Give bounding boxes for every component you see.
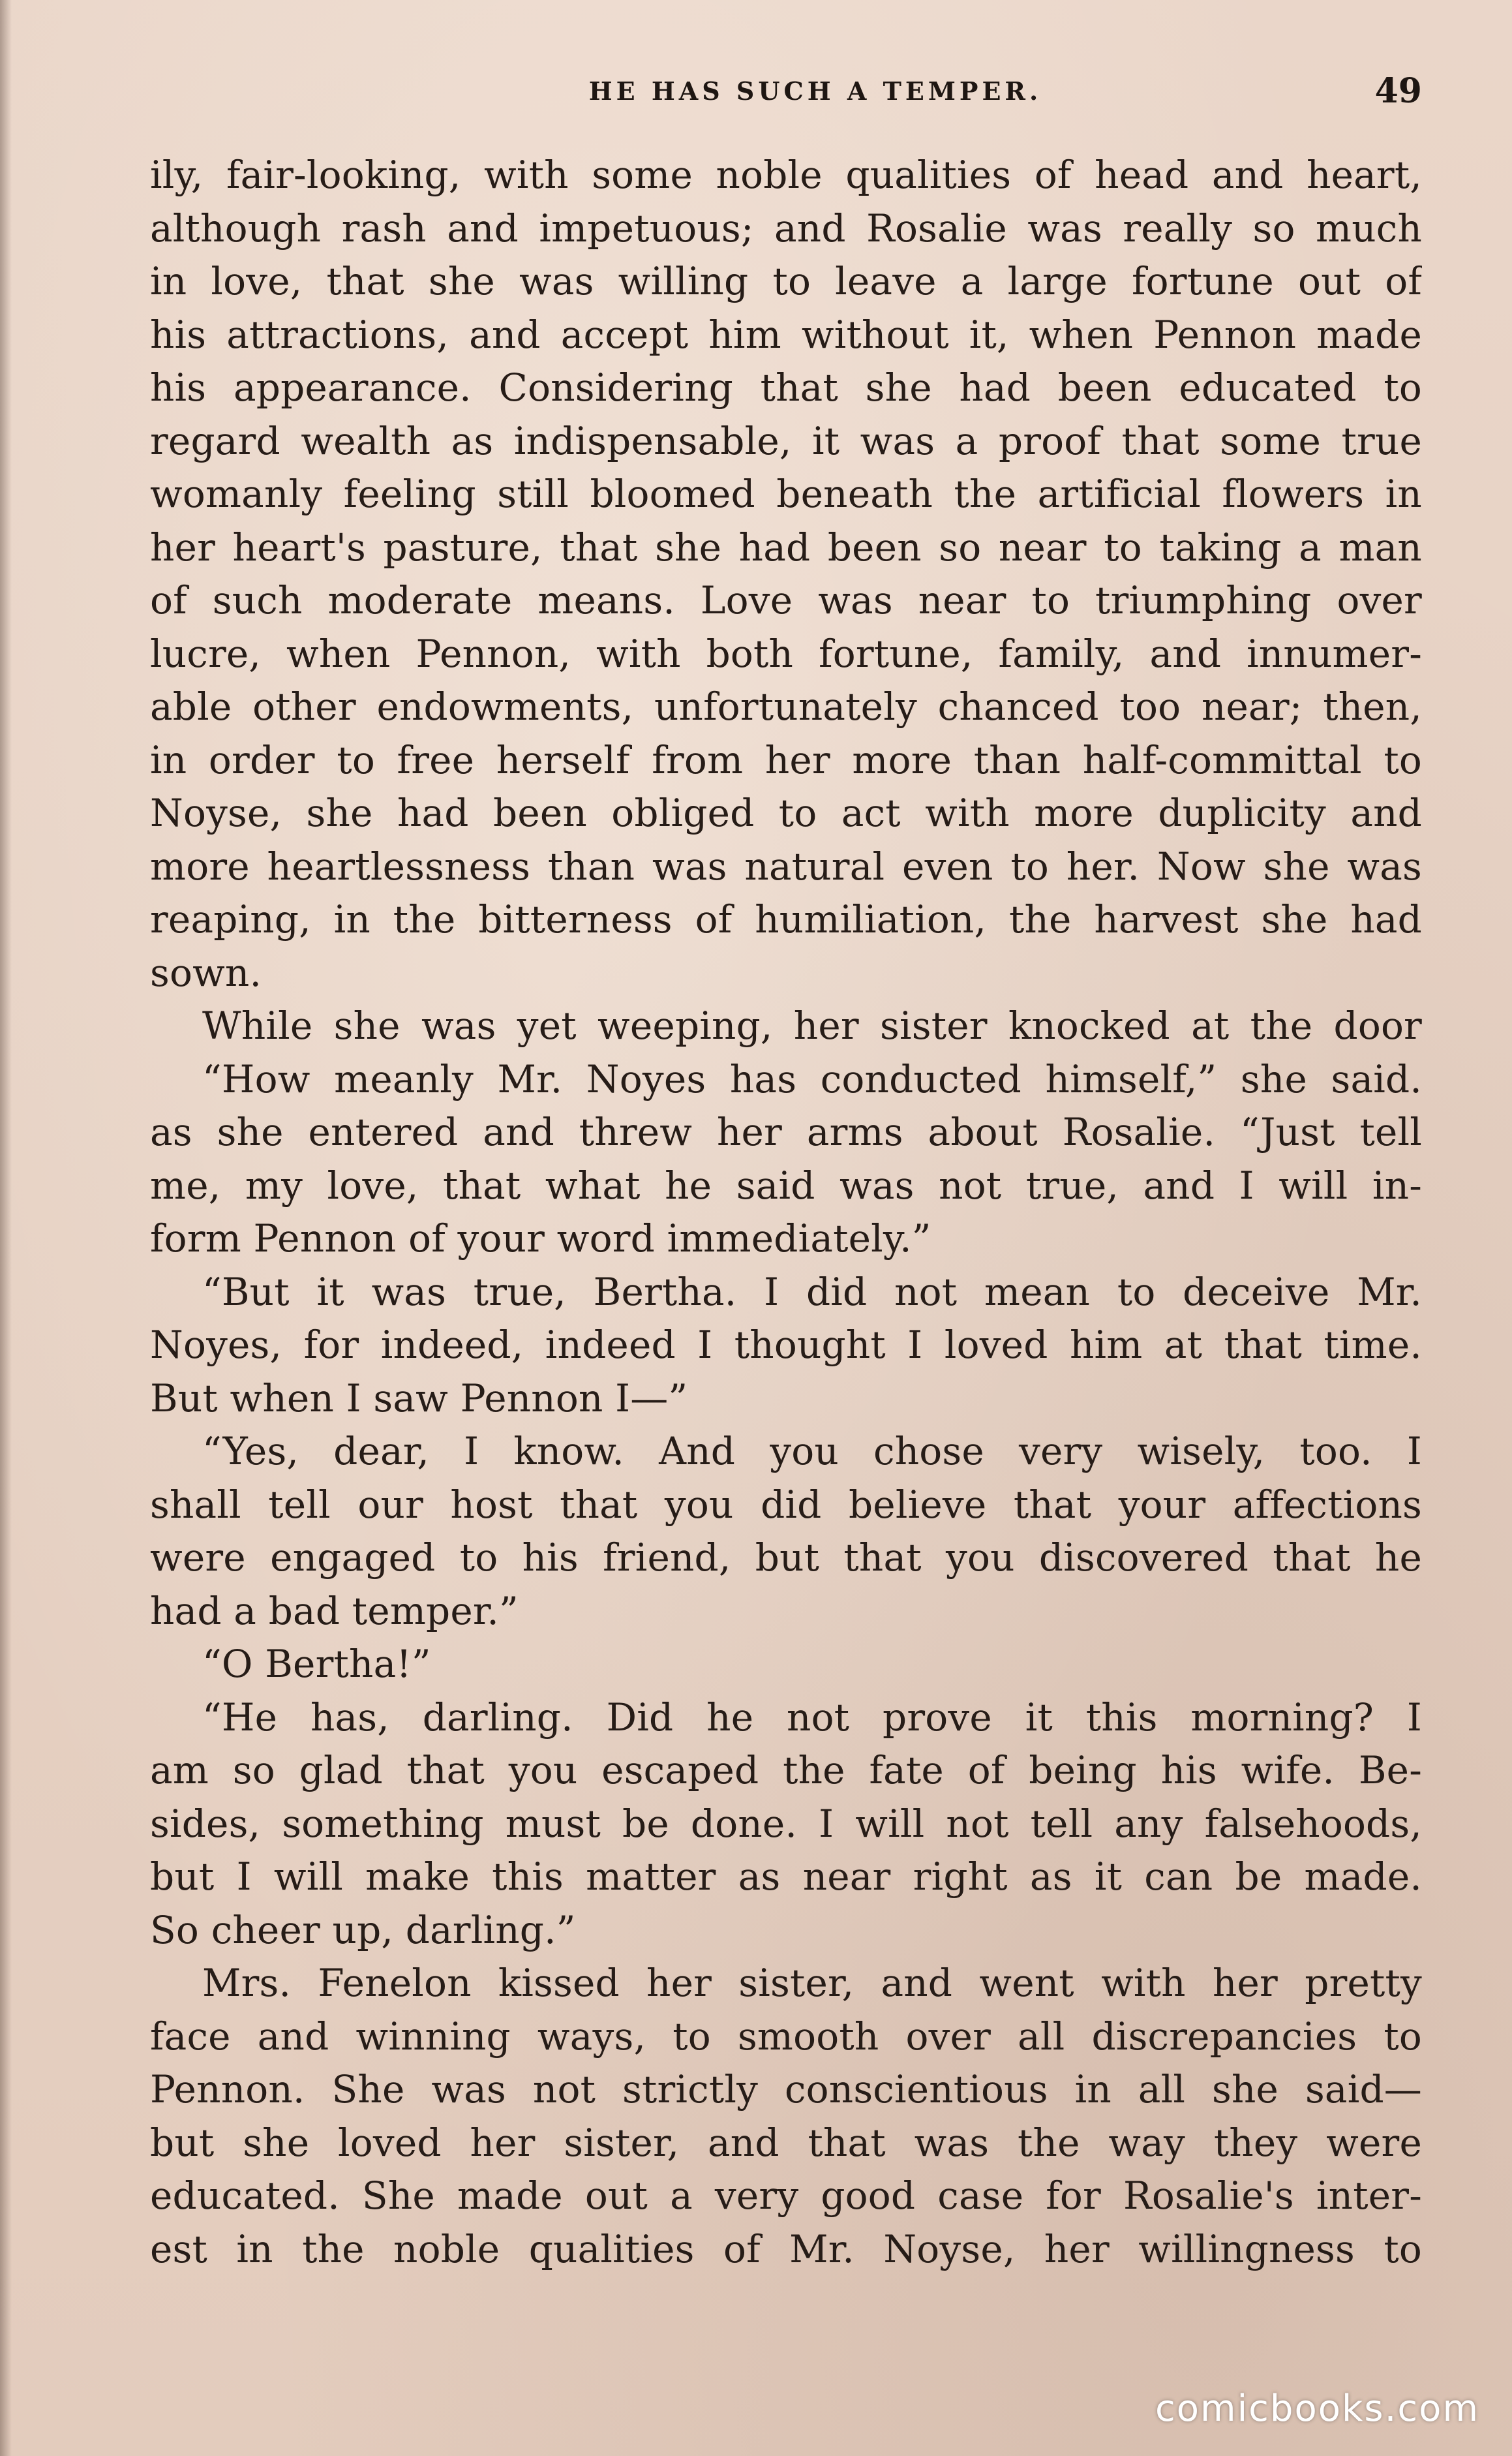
text-line: womanly feeling still bloomed beneath the artificial flowers in bbox=[150, 472, 1422, 516]
body-text bbox=[150, 149, 1422, 2276]
text-line: in love, that she was willing to leave a large fortune out of bbox=[150, 259, 1422, 303]
page-edge-shadow bbox=[0, 0, 12, 2456]
text-line: but she loved her sister, and that was the way they were bbox=[150, 2120, 1422, 2165]
text-line: “But it was true, Bertha. I did not mean to deceive Mr. bbox=[202, 1269, 1422, 1314]
text-line: more heartlessness than was natural even to her. Now she was bbox=[150, 844, 1422, 889]
text-line: Mrs. Fenelon kissed her sister, and went with her pretty bbox=[202, 1961, 1422, 2005]
running-title: HE HAS SUCH A TEMPER. bbox=[588, 76, 1042, 106]
text-line: Noyse, she had been obliged to act with more duplicity and bbox=[150, 791, 1422, 835]
text-line: face and winning ways, to smooth over all discrepancies to bbox=[150, 2014, 1422, 2059]
text-line: in order to free herself from her more than half-committal to bbox=[150, 737, 1422, 782]
text-line: “Yes, dear, I know. And you chose very wisely, too. I bbox=[202, 1429, 1422, 1473]
text-line: But when I saw Pennon I—” bbox=[150, 1375, 688, 1420]
text-line: “He has, darling. Did he not prove it this morning? I bbox=[202, 1695, 1422, 1740]
text-line: his appearance. Considering that she had been educated to bbox=[150, 365, 1422, 410]
page-number: 49 bbox=[1374, 71, 1422, 111]
text-line: had a bad temper.” bbox=[150, 1588, 519, 1633]
text-line: me, my love, that what he said was not true, and I will in- bbox=[150, 1163, 1422, 1208]
text-line: “How meanly Mr. Noyes has conducted himself,” she said. bbox=[202, 1056, 1422, 1101]
text-line: sown. bbox=[150, 950, 262, 995]
running-header bbox=[157, 65, 1422, 117]
text-line: shall tell our host that you did believe that your affections bbox=[150, 1482, 1422, 1527]
text-line: While she was yet weeping, her sister knocked at the door bbox=[202, 1004, 1422, 1048]
text-line: am so glad that you escaped the fate of being his wife. Be- bbox=[150, 1748, 1422, 1792]
text-line: although rash and impetuous; and Rosalie was really so much bbox=[150, 206, 1422, 251]
text-line: lucre, when Pennon, with both fortune, family, and innumer- bbox=[150, 631, 1422, 676]
text-line: est in the noble qualities of Mr. Noyse, her willingness to bbox=[150, 2226, 1422, 2271]
text-line: sides, something must be done. I will not tell any falsehoods, bbox=[150, 1801, 1422, 1846]
text-line: So cheer up, darling.” bbox=[150, 1907, 576, 1952]
text-line: of such moderate means. Love was near to triumphing over bbox=[150, 578, 1422, 622]
text-line: regard wealth as indispensable, it was a proof that some true bbox=[150, 418, 1422, 463]
text-line: his attractions, and accept him without it, when Pennon made bbox=[150, 312, 1422, 357]
text-line: educated. She made out a very good case for Rosalie's inter- bbox=[150, 2173, 1422, 2218]
text-line: able other endowments, unfortunately chanced too near; then, bbox=[150, 684, 1422, 729]
text-line: form Pennon of your word immediately.” bbox=[150, 1216, 931, 1261]
text-line: reaping, in the bitterness of humiliation, the harvest she had bbox=[150, 897, 1422, 942]
text-line: Noyes, for indeed, indeed I thought I loved him at that time. bbox=[150, 1323, 1422, 1367]
text-line: ily, fair-looking, with some noble qualities of head and heart, bbox=[150, 153, 1422, 197]
text-line: were engaged to his friend, but that you discovered that he bbox=[150, 1535, 1422, 1580]
text-line: Pennon. She was not strictly conscientious in all she said— bbox=[150, 2067, 1422, 2111]
text-line: her heart's pasture, that she had been so near to taking a man bbox=[150, 525, 1422, 570]
text-line: as she entered and threw her arms about Rosalie. “Just tell bbox=[150, 1110, 1422, 1154]
watermark: comicbooks.com bbox=[1155, 2387, 1479, 2430]
text-line: “O Bertha!” bbox=[202, 1642, 431, 1686]
text-line: but I will make this matter as near right as it can be made. bbox=[150, 1854, 1422, 1899]
